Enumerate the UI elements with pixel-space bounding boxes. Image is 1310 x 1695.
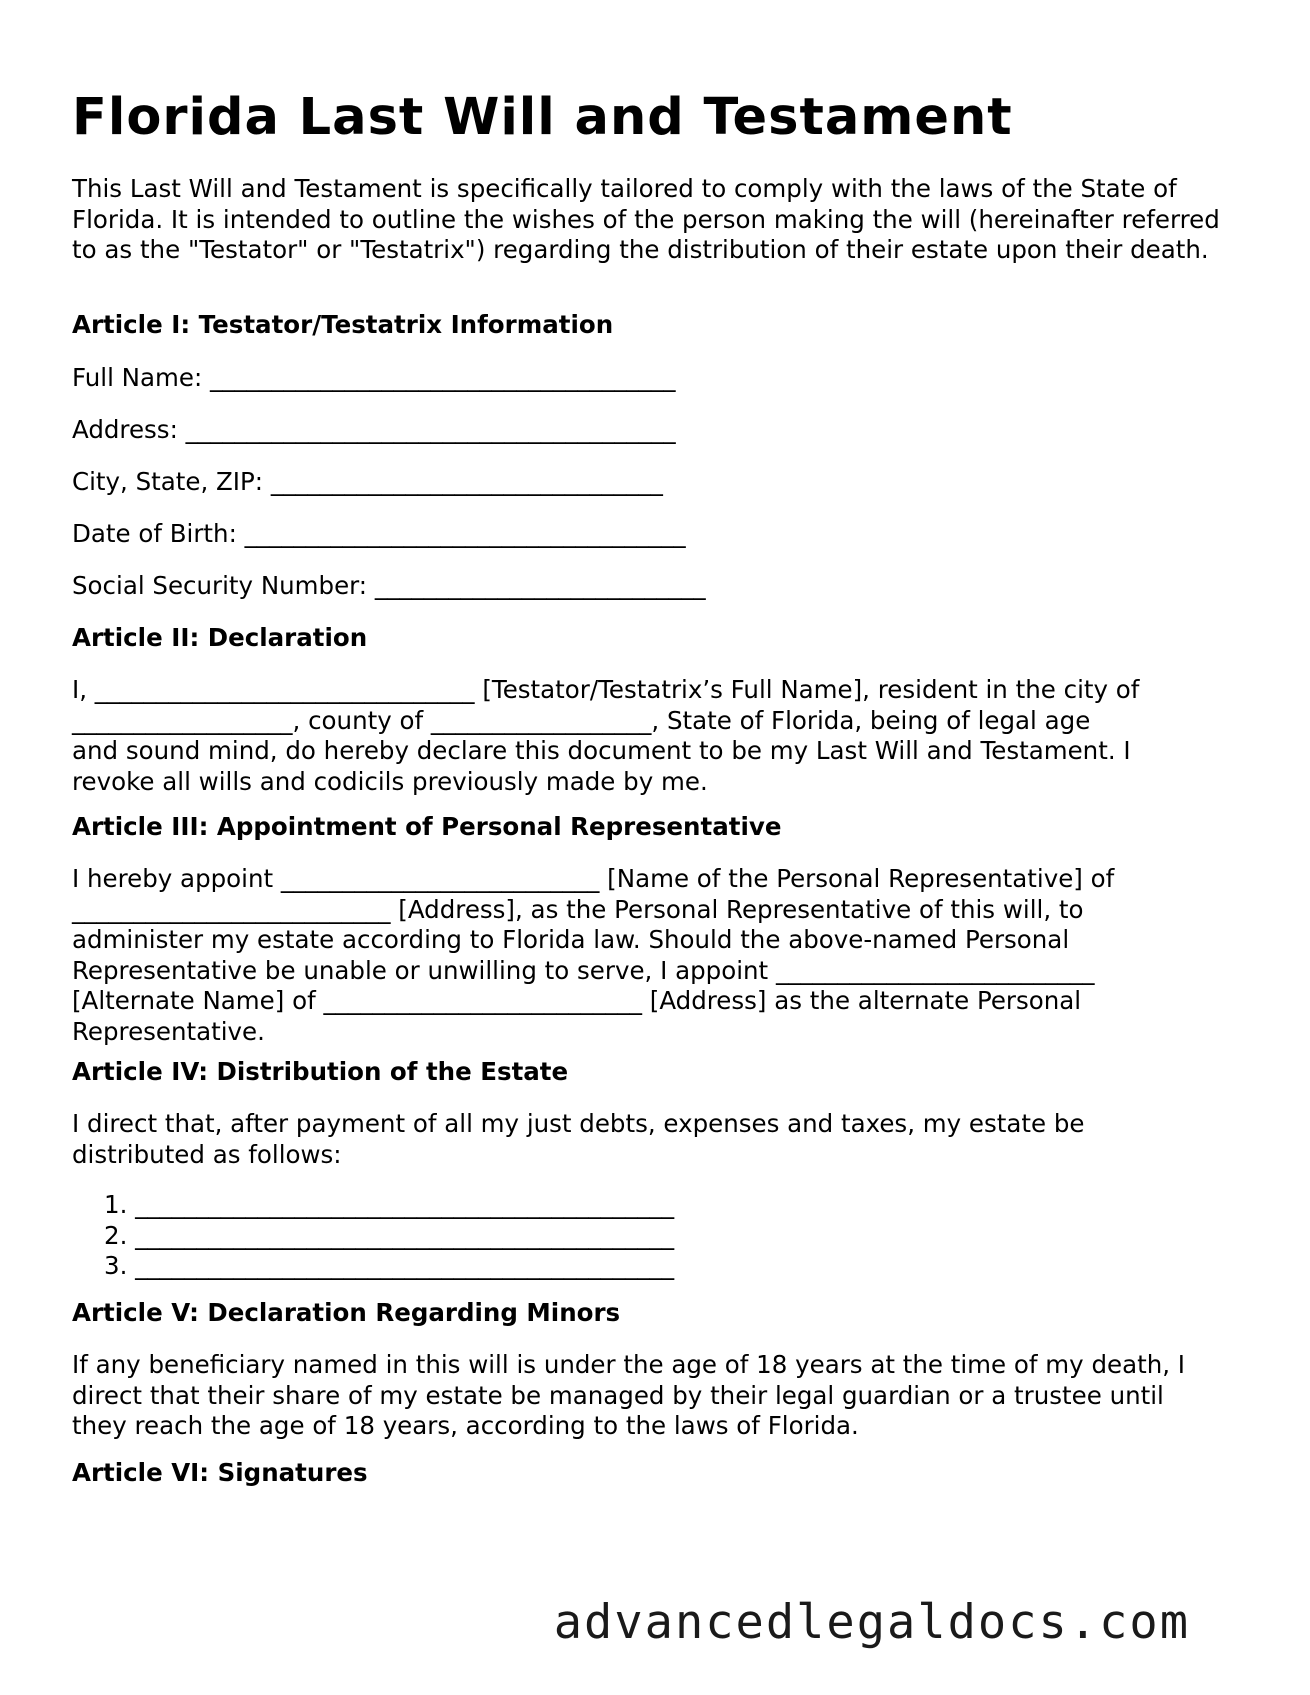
article-2-heading: Article II: Declaration	[72, 623, 368, 652]
intro-paragraph: This Last Will and Testament is specifically tailored to comply with the laws of the State of Florida. It is intended to outline the wishes of the person making the will (hereinafter referred to as the "Testator" or "Testatrix") regarding the distribution of their estate upon their death.	[72, 174, 1220, 264]
list-item: 1. ____________________________________________	[104, 1190, 675, 1219]
article-2-line: I, _______________________________ [Testator/Testatrix’s Full Name], resident in the city of	[72, 675, 1140, 704]
article-3-line: Representative.	[72, 1016, 265, 1046]
article-5-heading: Article V: Declaration Regarding Minors	[72, 1298, 621, 1327]
date-of-birth-field: Date of Birth: ____________________________________	[72, 519, 686, 548]
article-5-line: direct that their share of my estate be managed by their legal guardian or a trustee until	[72, 1380, 1164, 1410]
article-4-line: I direct that, after payment of all my just debts, expenses and taxes, my estate be	[72, 1109, 1085, 1138]
article-4-line: distributed as follows:	[72, 1139, 342, 1169]
article-1-heading: Article I: Testator/Testatrix Information	[72, 310, 614, 339]
article-5-paragraph	[72, 1350, 1252, 1442]
article-3-heading: Article III: Appointment of Personal Representative	[72, 812, 782, 841]
article-3-line: Representative be unable or unwilling to serve, I appoint __________________________	[72, 955, 1095, 985]
article-3-line: __________________________ [Address], as the Personal Representative of this will, to	[72, 894, 1084, 924]
article-3-line: [Alternate Name] of __________________________ [Address] as the alternate Personal	[72, 986, 1082, 1015]
address-field: Address: ________________________________________	[72, 415, 676, 444]
article-2-paragraph	[72, 675, 1252, 797]
article-5-line: they reach the age of 18 years, according to the laws of Florida.	[72, 1411, 859, 1440]
article-4-paragraph	[72, 1109, 1252, 1170]
list-item: 2. ____________________________________________	[104, 1220, 675, 1250]
list-item: 3. ____________________________________________	[104, 1251, 675, 1280]
article-3-line: administer my estate according to Florida law. Should the above-named Personal	[72, 925, 1070, 954]
article-6-heading: Article VI: Signatures	[72, 1458, 368, 1487]
article-4-heading: Article IV: Distribution of the Estate	[72, 1057, 569, 1086]
city-state-zip-field: City, State, ZIP: ________________________________	[72, 467, 663, 496]
article-3-paragraph	[72, 864, 1252, 1047]
watermark: advancedlegaldocs.com	[553, 1595, 1190, 1650]
article-3-line: I hereby appoint __________________________ [Name of the Personal Representative] of	[72, 864, 1115, 893]
full-name-field: Full Name: ______________________________________	[72, 363, 676, 392]
ssn-field: Social Security Number: ___________________________	[72, 571, 706, 600]
article-2-line: revoke all wills and codicils previously made by me.	[72, 766, 708, 796]
article-2-line: __________________, county of __________________, State of Florida, being of legal age	[72, 705, 1091, 735]
page-title: Florida Last Will and Testament	[72, 88, 1013, 147]
distribution-list	[72, 1190, 1252, 1282]
article-5-line: If any beneficiary named in this will is under the age of 18 years at the time of my death, I	[72, 1350, 1186, 1379]
article-2-line: and sound mind, do hereby declare this document to be my Last Will and Testament. I	[72, 736, 1131, 765]
